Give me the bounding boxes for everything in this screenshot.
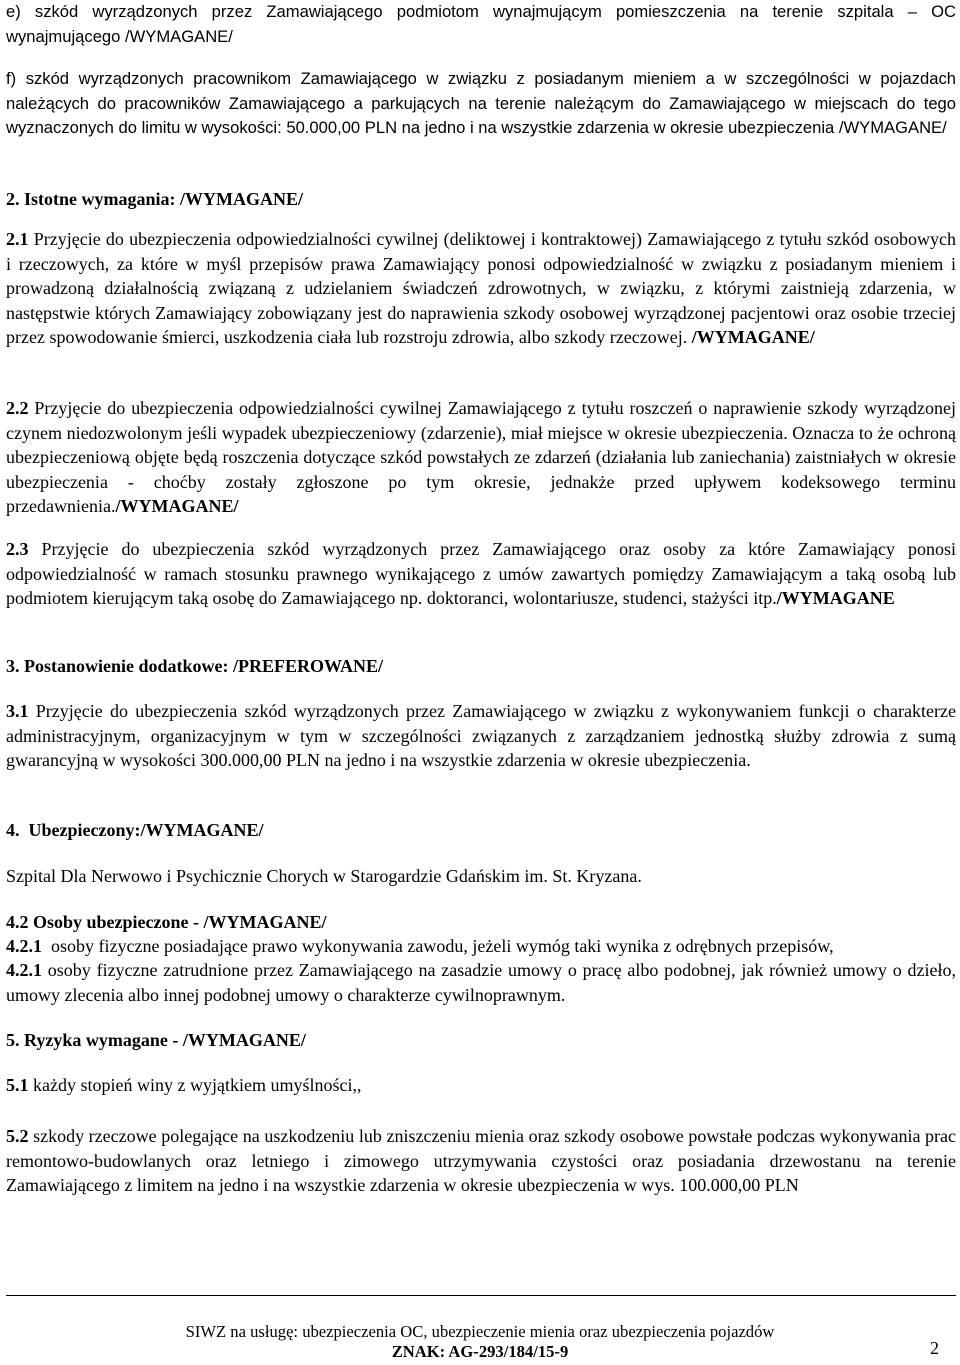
paragraph-f	[6, 67, 956, 141]
item-text: osoby fizyczne posiadające prawo wykonywania zawodu, jeżeli wymóg taki wynika z odrębnych przepisów,	[42, 936, 834, 956]
paragraph-text: Przyjęcie do ubezpieczenia szkód wyrządzonych przez Zamawiającego w związku z wykonywaniem funkcji o charakterze administracyjnym, organizacyjnym w tym w szczególności związanych z zarządzaniem jednostką służby zdrowia z sumą gwarancyjną w wysokości 300.000,00 PLN na jedno i na wszystkie zdarzenia w okresie ubezpieczenia.	[6, 701, 956, 770]
paragraph-5-2	[6, 1124, 956, 1198]
paragraph-text: Przyjęcie do ubezpieczenia szkód wyrządzonych przez Zamawiającego oraz osoby za które Zamawiający ponosi odpowiedzialność w ramach stosunku prawnego wynikającego z umów zawartych pomiędzy Zamawiającym a taką osobą lub podmiotem kierującym taką osobę do Zamawiającego np. doktoranci, wolontariusze, studenci, stażyści itp.	[6, 539, 956, 608]
paragraph-3-1	[6, 699, 956, 773]
section-4-2-heading: 4.2 Osoby ubezpieczone - /WYMAGANE/	[6, 912, 327, 932]
footer-title: SIWZ na usługę: ubezpieczenia OC, ubezpieczenie mienia oraz ubezpieczenia pojazdów	[185, 1322, 775, 1341]
paragraph-e	[6, 0, 956, 49]
section-2-heading: 2. Istotne wymagania: /WYMAGANE/	[6, 189, 303, 209]
paragraph-number: 5.1	[6, 1075, 29, 1095]
paragraph-e-text: e) szkód wyrządzonych przez Zamawiającego podmiotom wynajmującym pomieszczenia na terenie szpitala – OC wynajmującego /WYMAGANE/	[6, 2, 956, 46]
paragraph-number: 5.2	[6, 1126, 29, 1146]
requirement-tag: /WYMAGANE/	[687, 327, 815, 347]
paragraph-2-1	[6, 227, 956, 350]
list-item	[6, 958, 956, 1007]
item-number: 4.2.1	[6, 936, 42, 956]
section-4-heading: 4. Ubezpieczony:/WYMAGANE/	[6, 820, 264, 840]
paragraph-number: 2.3	[6, 539, 29, 559]
paragraph-text: każdy stopień winy z wyjątkiem umyślności,,	[28, 1075, 362, 1095]
paragraph-number: 2.1	[6, 229, 29, 249]
paragraph-number: 3.1	[6, 701, 29, 721]
item-text: osoby fizyczne zatrudnione przez Zamawiającego na zasadzie umowy o pracę albo podobnej, jak również umowy o dzieło, umowy zlecenia albo innej podobnej umowy o charakterze cywilnoprawnym.	[6, 960, 956, 1005]
paragraph-text: Przyjęcie do ubezpieczenia odpowiedzialności cywilnej Zamawiającego z tytułu roszczeń o naprawienie szkody wyrządzonej czynem niedozwolonym jeśli wypadek ubezpieczeniowy (zdarzenie), miał miejsce w okresie ubezpieczenia. Oznacza to że ochroną ubezpieczeniową objęte będą roszczenia dotyczące szkód powstałych ze zdarzeń (działania lub zaniechania) zaistniałych w okresie ubezpieczenia - choćby zostały zgłoszone po tym okresie, jednakże przed upływem kodeksowego terminu przedawnienia.	[6, 398, 956, 516]
footer-reference: ZNAK: AG-293/184/15-9	[391, 1342, 569, 1361]
section-3-heading: 3. Postanowienie dodatkowe: /PREFEROWANE/	[6, 656, 384, 676]
paragraph-2-2	[6, 396, 956, 519]
page-number: 2	[930, 1338, 939, 1358]
paragraph-2-3	[6, 537, 956, 611]
paragraph-number: 2.2	[6, 398, 29, 418]
paragraph-text: Przyjęcie do ubezpieczenia odpowiedzialności cywilnej (deliktowej i kontraktowej) Zamawiającego z tytułu szkód osobowych i rzeczowych, za które w myśl przepisów prawa Zamawiający ponosi odpowiedzialność w związku z posiadanym mieniem i prowadzoną działalnością związaną z udzielaniem świadczeń zdrowotnych, w związku, z którymi zaistnieją zdarzenia, w następstwie których Zamawiający zobowiązany jest do naprawienia szkody osobowej wyrządzonej pacjentowi oraz osobie trzeciej przez spowodowanie śmierci, uszkodzenia ciała lub rozstroju zdrowia, albo szkody rzeczowej.	[6, 229, 956, 347]
footer-divider	[6, 1295, 956, 1296]
list-item	[6, 934, 834, 959]
paragraph-5-1	[6, 1073, 361, 1098]
item-number: 4.2.1	[6, 960, 42, 980]
requirement-tag: /WYMAGANE/	[115, 496, 239, 516]
insured-name: Szpital Dla Nerwowo i Psychicznie Chorych w Starogardzie Gdańskim im. St. Kryzana.	[6, 866, 642, 886]
paragraph-f-text: f) szkód wyrządzonych pracownikom Zamawiającego w związku z posiadanym mieniem a w szczególności w pojazdach należących do pracowników Zamawiającego a parkujących na terenie należącym do Zamawiającego w miejscach do tego wyznaczonych do limitu w wysokości: 50.000,00 PLN na jedno i na wszystkie zdarzenia w okresie ubezpieczenia /WYMAGANE/	[6, 69, 956, 137]
paragraph-text: szkody rzeczowe polegające na uszkodzeniu lub zniszczeniu mienia oraz szkody osobowe powstałe podczas wykonywania prac remontowo-budowlanych oraz letniego i zimowego utrzymywania czystości oraz posiadania drzewostanu na terenie Zamawiającego z limitem na jedno i na wszystkie zdarzenia w okresie ubezpieczenia w wys. 100.000,00 PLN	[6, 1126, 956, 1195]
section-5-heading: 5. Ryzyka wymagane - /WYMAGANE/	[6, 1030, 306, 1050]
requirement-tag: /WYMAGANE	[776, 588, 895, 608]
